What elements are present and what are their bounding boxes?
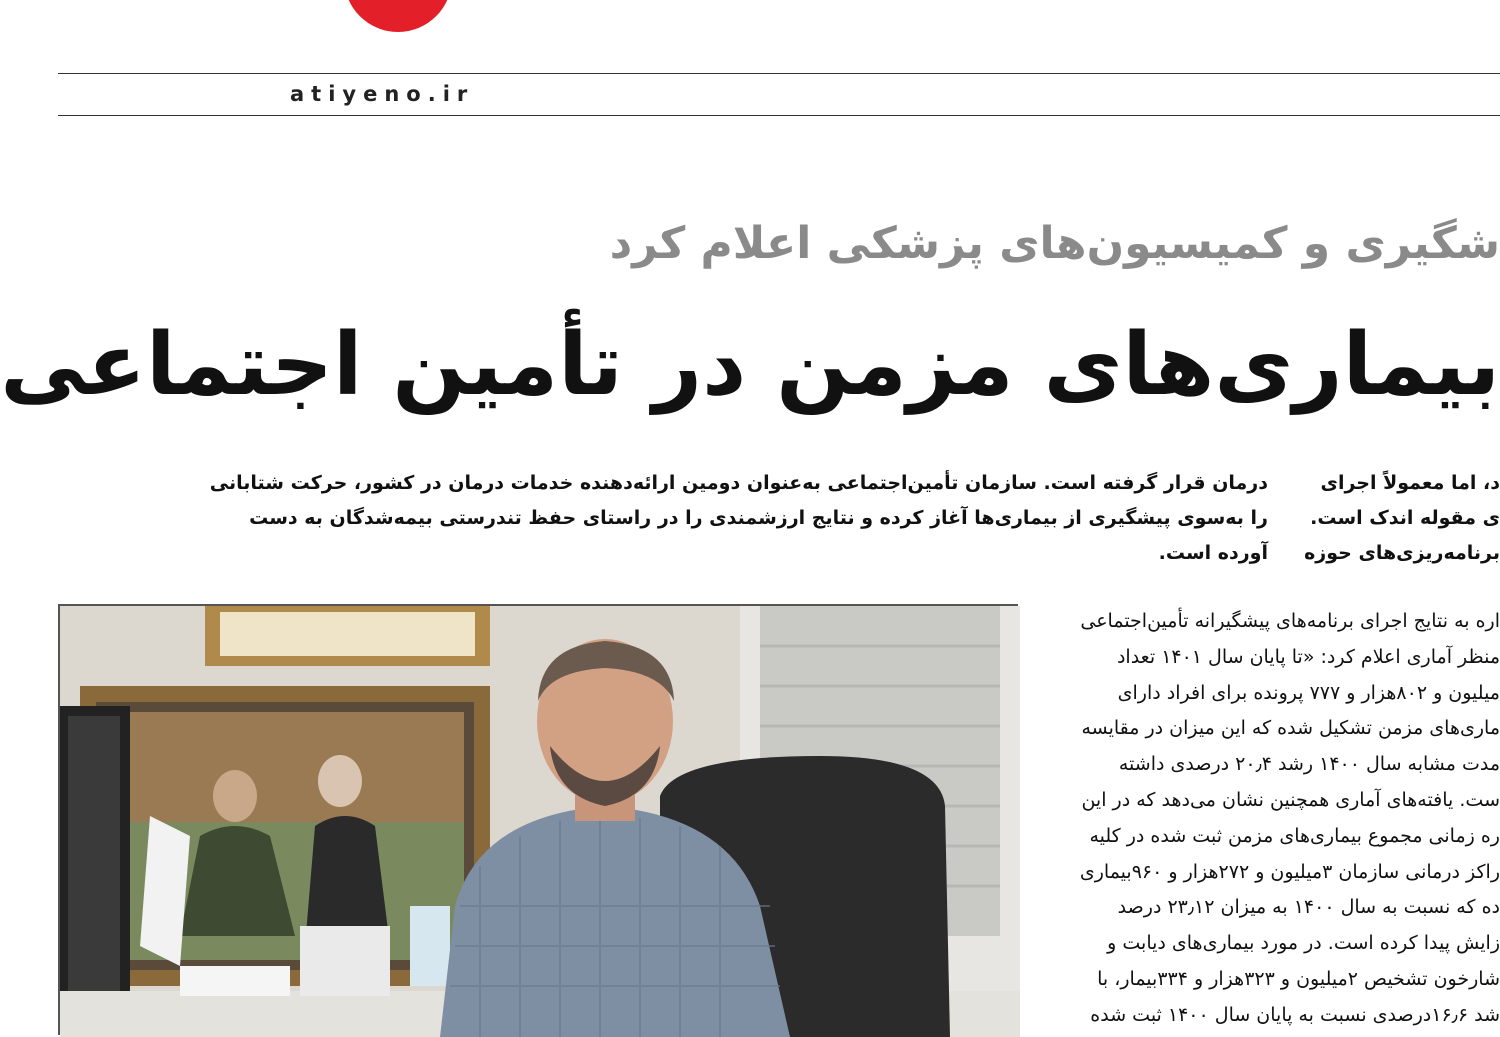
lead-paragraph: [60, 466, 1268, 576]
body-line: مدت مشابه سال ۱۴۰۰ رشد ۲۰٫۴ درصدی داشته: [1118, 753, 1500, 776]
lead-line: درمان قرار گرفته است. سازمان تأمین‌اجتماعی به‌عنوان دومین ارائه‌دهنده خدمات درمان در کشور، حرکت شتابانی: [209, 472, 1268, 494]
lead-right-column: [1298, 466, 1500, 576]
body-line: ده که نسبت به سال ۱۴۰۰ به میزان ۲۳٫۱۲ درصد: [1117, 896, 1500, 919]
lead-right-line: برنامه‌ریزی‌های حوزه: [1304, 542, 1500, 564]
site-url[interactable]: atiyeno.ir: [290, 82, 475, 106]
header-rule-bottom: [58, 115, 1500, 116]
lead-line: را به‌سوی پیشگیری از بیماری‌ها آغاز کرده و نتایج ارزشمندی را در راستای حفظ تندرستی بیمه‌شدگان به دست: [249, 507, 1268, 529]
newspaper-logo: [338, 0, 458, 32]
body-line: ره زمانی مجموع بیماری‌های مزمن ثبت شده در کلیه: [1089, 824, 1500, 847]
body-line: شد ۱۶٫۶درصدی نسبت به پایان سال ۱۴۰۰ ثبت شده: [1090, 1003, 1500, 1026]
body-line: ماری‌های مزمن تشکیل شده که این میزان در مقایسه: [1081, 717, 1500, 740]
body-line: میلیون و ۸۰۲هزار و ۷۷۷ پرونده برای افراد دارای: [1117, 681, 1500, 704]
article-body-column: [1052, 604, 1500, 1035]
header-rule-top: [58, 73, 1500, 74]
article-headline: بیماری‌های مزمن در تأمین اجتماعی: [0, 315, 1500, 415]
body-line: منظر آماری اعلام کرد: «تا پایان سال ۱۴۰۱ تعداد: [1116, 645, 1500, 668]
article-kicker: شگیری و کمیسیون‌های پزشکی اعلام کرد: [609, 218, 1500, 269]
lead-right-line: ی مقوله اندک است.: [1310, 507, 1500, 529]
body-line: ست. یافته‌های آماری همچنین نشان می‌دهد که در این: [1081, 788, 1500, 811]
body-line: راکز درمانی سازمان ۳میلیون و ۲۷۲هزار و ۹۶۰بیماری: [1079, 860, 1500, 883]
lead-right-line: د، اما معمولاً اجرای: [1320, 472, 1500, 494]
lead-line: آورده است.: [1158, 542, 1268, 564]
body-line: زایش پیدا کرده است. در مورد بیماری‌های دیابت و: [1107, 932, 1500, 955]
article-photo: [58, 604, 1018, 1035]
body-line: اره به نتایج اجرای برنامه‌های پیشگیرانه تأمین‌اجتماعی: [1080, 610, 1500, 632]
body-line: شارخون تشخیص ۲میلیون و ۳۲۳هزار و ۳۳۴بیمار، با: [1097, 967, 1500, 990]
